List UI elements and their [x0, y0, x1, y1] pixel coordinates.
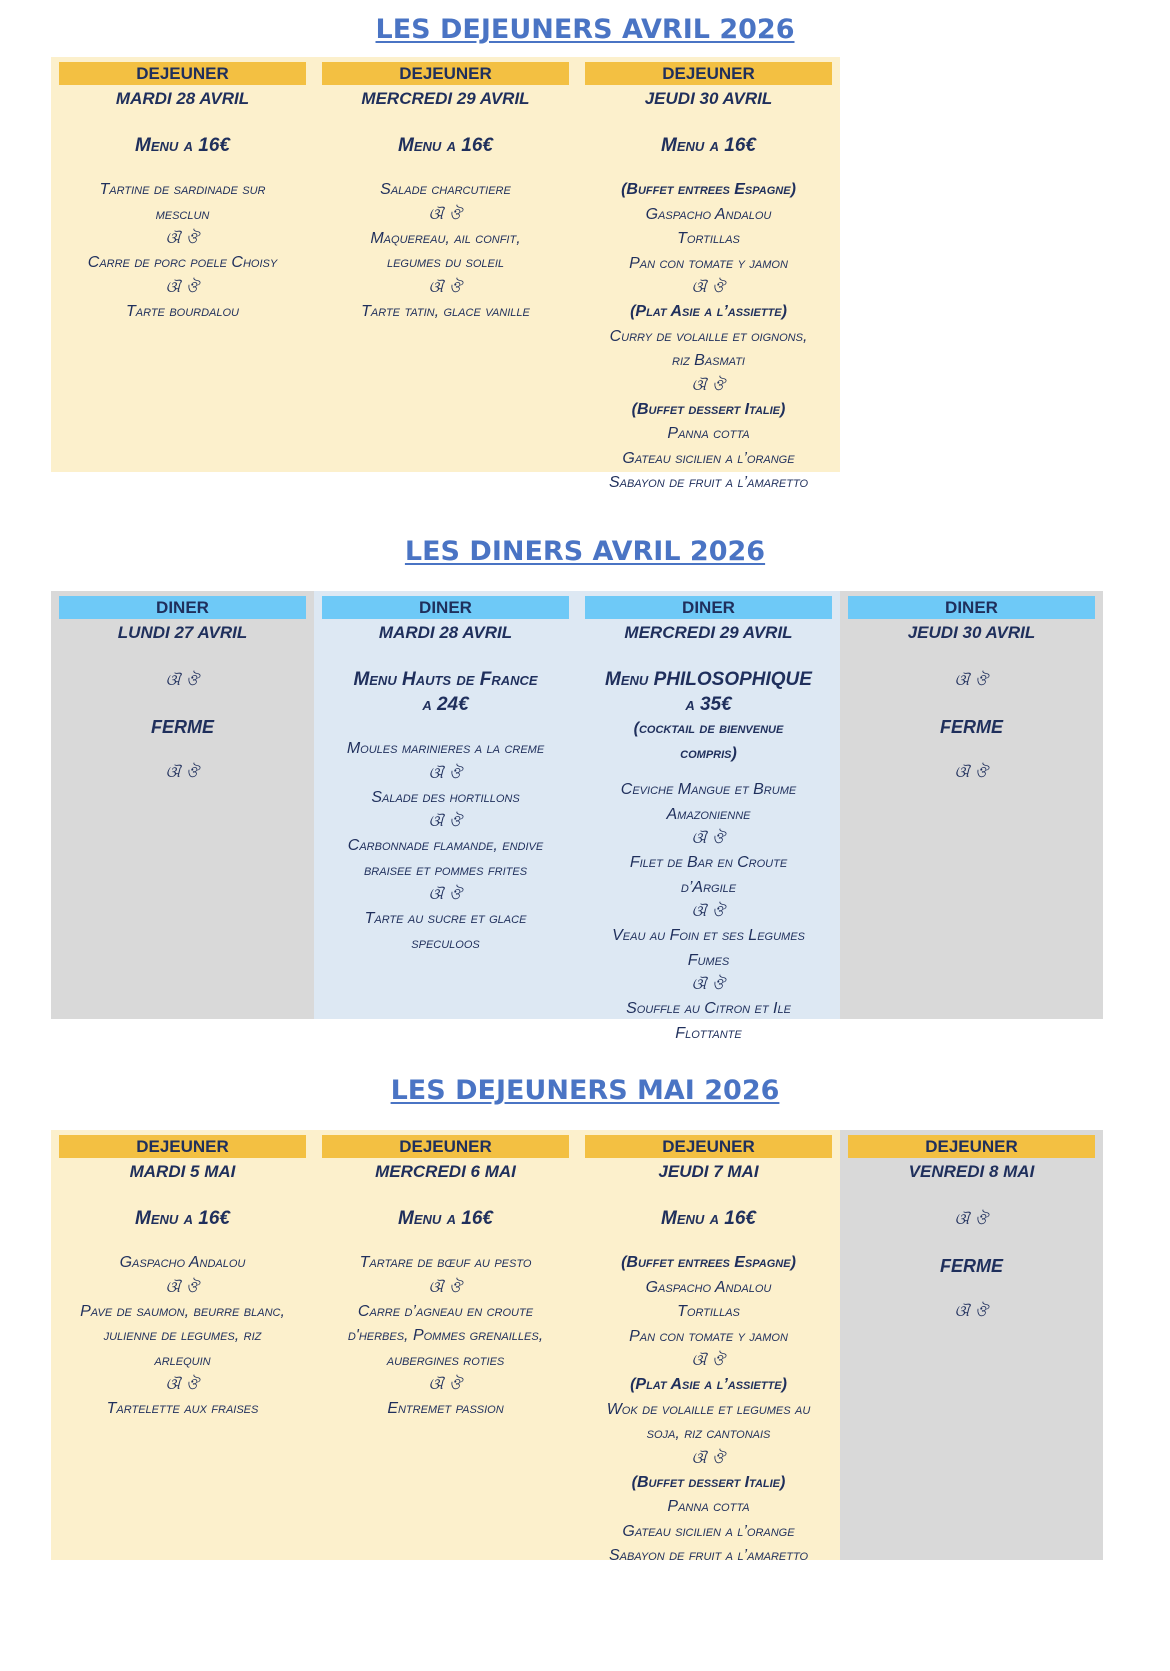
- dish-line: Tartine de sardinade sur: [99, 181, 266, 198]
- menu-price-line: Menu a 16€: [398, 135, 493, 156]
- dish-line: Flottante: [675, 1024, 742, 1042]
- dish-line: Carre d’agneau en croute: [357, 1302, 534, 1320]
- menu-column: [577, 57, 840, 491]
- menu-date: JEUDI 7 MAI: [658, 1162, 759, 1181]
- course-heading: (Plat Asie a l’assiette): [630, 303, 787, 320]
- menu-date: JEUDI 30 AVRIL: [907, 623, 1036, 642]
- dish-line: Gaspacho Andalou: [119, 1254, 246, 1271]
- menu-date: MARDI 28 AVRIL: [115, 89, 250, 108]
- ornament-divider: ଔ ঔ: [954, 1211, 989, 1228]
- ornament-divider: ଔ ঔ: [691, 279, 726, 296]
- meal-header: DEJEUNER: [59, 1135, 306, 1158]
- menu-price-line: Menu a 16€: [135, 135, 230, 156]
- menu-column: [51, 591, 314, 1019]
- section-title: LES DEJEUNERS MAI 2026: [390, 1075, 780, 1106]
- ornament-divider: ଔ ঔ: [954, 672, 989, 689]
- dish-line: speculoos: [411, 934, 480, 952]
- ornament-divider: ଔ ঔ: [691, 1449, 726, 1467]
- dish-list: [585, 178, 832, 496]
- ornament-divider: ଔ ঔ: [691, 830, 726, 847]
- lunch-april-grid: [51, 57, 1103, 491]
- meal-header: DEJEUNER: [59, 62, 306, 85]
- dish-line: Sabayon de fruit a l’amaretto: [608, 474, 809, 491]
- ornament-divider: ଔ ঔ: [428, 1278, 463, 1296]
- ornament-divider: ଔ ঔ: [165, 278, 200, 296]
- dish-line: braisee et pommes frites: [363, 861, 528, 879]
- dish-line: Gateau sicilien a l’orange: [622, 449, 795, 467]
- closed-block: [59, 669, 306, 785]
- menu-column: [840, 591, 1103, 1019]
- ornament-divider: ଔ ঔ: [428, 886, 463, 903]
- dish-line: Tartare de bœuf au pesto: [359, 1254, 532, 1271]
- closed-label: FERME: [940, 1256, 1003, 1276]
- closed-label: FERME: [151, 717, 214, 737]
- dish-line: Gateau sicilien a l’orange: [622, 1522, 795, 1540]
- dish-line: mesclun: [155, 205, 210, 223]
- menu-price-line: Menu a 16€: [661, 1208, 756, 1229]
- dish-list: [322, 737, 569, 956]
- dish-line: Fumes: [687, 951, 730, 969]
- ornament-divider: ଔ ঔ: [165, 1376, 200, 1393]
- ornament-divider: ଔ ঔ: [691, 376, 726, 394]
- ornament-divider: ଔ ঔ: [165, 230, 200, 247]
- dish-line: Gaspacho Andalou: [645, 1278, 772, 1296]
- menu-price: [322, 1206, 569, 1231]
- dish-line: Tarte bourdalou: [125, 302, 240, 320]
- ornament-divider: ଔ ঔ: [165, 672, 200, 689]
- dish-line: Tartelette aux fraises: [106, 1400, 259, 1417]
- menu-column: [840, 1130, 1103, 1560]
- dish-list: [322, 1251, 569, 1422]
- dish-line: Gaspacho Andalou: [645, 205, 772, 223]
- menu-date: JEUDI 30 AVRIL: [644, 89, 773, 108]
- menu-price-line: a 24€: [422, 694, 469, 715]
- menu-column: [314, 591, 577, 1019]
- dish-line: Tortillas: [677, 230, 740, 247]
- lunch-may-grid: [51, 1130, 1103, 1564]
- dish-list: [59, 1251, 306, 1422]
- course-heading: (Plat Asie a l’assiette): [630, 1376, 787, 1393]
- closed-label: FERME: [940, 717, 1003, 737]
- dish-list: [322, 178, 569, 324]
- dish-line: Carre de porc poele Choisy: [87, 254, 278, 271]
- menu-date: VENREDI 8 MAI: [908, 1162, 1035, 1181]
- dish-line: Wok de volaille et legumes au: [606, 1400, 811, 1418]
- menu-price-line: Menu PHILOSOPHIQUE: [605, 669, 812, 690]
- course-heading: (Buffet dessert Italie): [631, 400, 786, 418]
- meal-header: DEJEUNER: [322, 1135, 569, 1158]
- ornament-divider: ଔ ঔ: [428, 764, 463, 782]
- dish-line: Maquereau, ail confit,: [370, 229, 521, 247]
- dish-line: Carbonnade flamande, endive: [347, 837, 544, 854]
- menu-column: [51, 1130, 314, 1560]
- menu-price: [59, 1206, 306, 1231]
- menu-price-line: Menu a 16€: [135, 1208, 230, 1229]
- meal-header: DINER: [848, 596, 1095, 619]
- dish-line: arlequin: [154, 1351, 211, 1369]
- menu-price-line: Menu a 16€: [398, 1208, 493, 1229]
- menu-column: [314, 57, 577, 472]
- meal-header: DEJEUNER: [848, 1135, 1095, 1158]
- dish-line: Salade des hortillons: [371, 788, 520, 806]
- menu-note: [585, 717, 832, 766]
- empty-column: [840, 57, 1103, 472]
- dish-line: Tarte au sucre et glace: [364, 910, 527, 927]
- dish-line: Panna cotta: [667, 1498, 750, 1515]
- menu-price: [322, 133, 569, 158]
- menu-date: LUNDI 27 AVRIL: [117, 623, 248, 642]
- dish-line: Pave de saumon, beurre blanc,: [80, 1302, 285, 1320]
- dish-line: Tortillas: [677, 1303, 740, 1320]
- meal-header: DEJEUNER: [585, 62, 832, 85]
- ornament-divider: ଔ ঔ: [691, 976, 726, 993]
- dish-line: d’Argile: [680, 878, 737, 896]
- dish-line: riz Basmati: [672, 352, 745, 369]
- closed-block: [848, 1208, 1095, 1324]
- menu-note-line: compris): [680, 744, 737, 762]
- menu-date: MERCREDI 29 AVRIL: [361, 89, 530, 108]
- menu-note-line: (cocktail de bienvenue: [633, 720, 784, 737]
- dish-line: soja, riz cantonais: [646, 1425, 771, 1442]
- menu-price: [322, 667, 569, 717]
- ornament-divider: ଔ ঔ: [428, 813, 463, 830]
- dish-line: Moules marinieres a la creme: [346, 740, 545, 757]
- menu-date: MARDI 28 AVRIL: [378, 623, 513, 642]
- ornament-divider: ଔ ঔ: [165, 1278, 200, 1296]
- menu-column: [51, 57, 314, 472]
- dish-line: aubergines roties: [386, 1351, 505, 1369]
- course-heading: (Buffet dessert Italie): [631, 1473, 786, 1491]
- menu-price: [585, 1206, 832, 1231]
- course-heading: (Buffet entrees Espagne): [621, 181, 796, 198]
- dish-line: Ceviche Mangue et Brume: [620, 781, 797, 798]
- section-title: LES DINERS AVRIL 2026: [404, 536, 766, 567]
- ornament-divider: ଔ ঔ: [691, 1352, 726, 1369]
- dish-line: Sabayon de fruit a l’amaretto: [608, 1547, 809, 1564]
- menu-price-line: a 35€: [685, 694, 732, 715]
- section-title: LES DEJEUNERS AVRIL 2026: [375, 14, 795, 45]
- dish-line: Entremet passion: [387, 1400, 504, 1417]
- menu-price: [59, 133, 306, 158]
- course-heading: (Buffet entrees Espagne): [621, 1254, 796, 1271]
- dish-line: d'herbes, Pommes grenailles,: [347, 1327, 544, 1344]
- meal-header: DINER: [322, 596, 569, 619]
- menu-date: MERCREDI 6 MAI: [375, 1162, 516, 1181]
- menu-date: MARDI 5 MAI: [129, 1162, 236, 1181]
- dish-line: Salade charcutiere: [380, 181, 511, 198]
- menu-price: [585, 667, 832, 717]
- menu-column: [314, 1130, 577, 1560]
- ornament-divider: ଔ ঔ: [691, 903, 726, 920]
- ornament-divider: ଔ ঔ: [954, 764, 989, 781]
- dish-line: Souffle au Citron et Ile: [626, 1000, 791, 1017]
- meal-header: DEJEUNER: [585, 1135, 832, 1158]
- ornament-divider: ଔ ঔ: [428, 278, 463, 296]
- ornament-divider: ଔ ঔ: [165, 764, 200, 781]
- closed-block: [848, 669, 1095, 785]
- dish-list: [585, 1251, 832, 1569]
- meal-header: DINER: [585, 596, 832, 619]
- ornament-divider: ଔ ঔ: [954, 1303, 989, 1320]
- dish-line: legumes du soleil: [386, 254, 505, 271]
- dish-line: julienne de legumes, riz: [103, 1327, 262, 1344]
- ornament-divider: ଔ ঔ: [428, 1376, 463, 1393]
- dish-line: Veau au Foin et ses Legumes: [612, 927, 805, 944]
- dish-line: Pan con tomate y jamon: [629, 1327, 788, 1345]
- dinner-april-grid: [51, 591, 1103, 1042]
- dish-line: Panna cotta: [667, 425, 750, 442]
- dish-list: [59, 178, 306, 324]
- dish-line: Curry de volaille et oignons,: [609, 327, 808, 345]
- meal-header: DEJEUNER: [322, 62, 569, 85]
- meal-header: DINER: [59, 596, 306, 619]
- dish-line: Tarte tatin, glace vanille: [361, 302, 530, 320]
- menu-column: [577, 591, 840, 1042]
- dish-line: Filet de Bar en Croute: [629, 854, 788, 871]
- dish-line: Amazonienne: [666, 805, 751, 823]
- menu-price: [585, 133, 832, 158]
- dish-list: [585, 778, 832, 1046]
- menu-price-line: Menu a 16€: [661, 135, 756, 156]
- ornament-divider: ଔ ঔ: [428, 205, 463, 223]
- menu-price-line: Menu Hauts de France: [353, 669, 538, 690]
- dish-line: Pan con tomate y jamon: [629, 254, 788, 272]
- menu-date: MERCREDI 29 AVRIL: [624, 623, 793, 642]
- menu-column: [577, 1130, 840, 1564]
